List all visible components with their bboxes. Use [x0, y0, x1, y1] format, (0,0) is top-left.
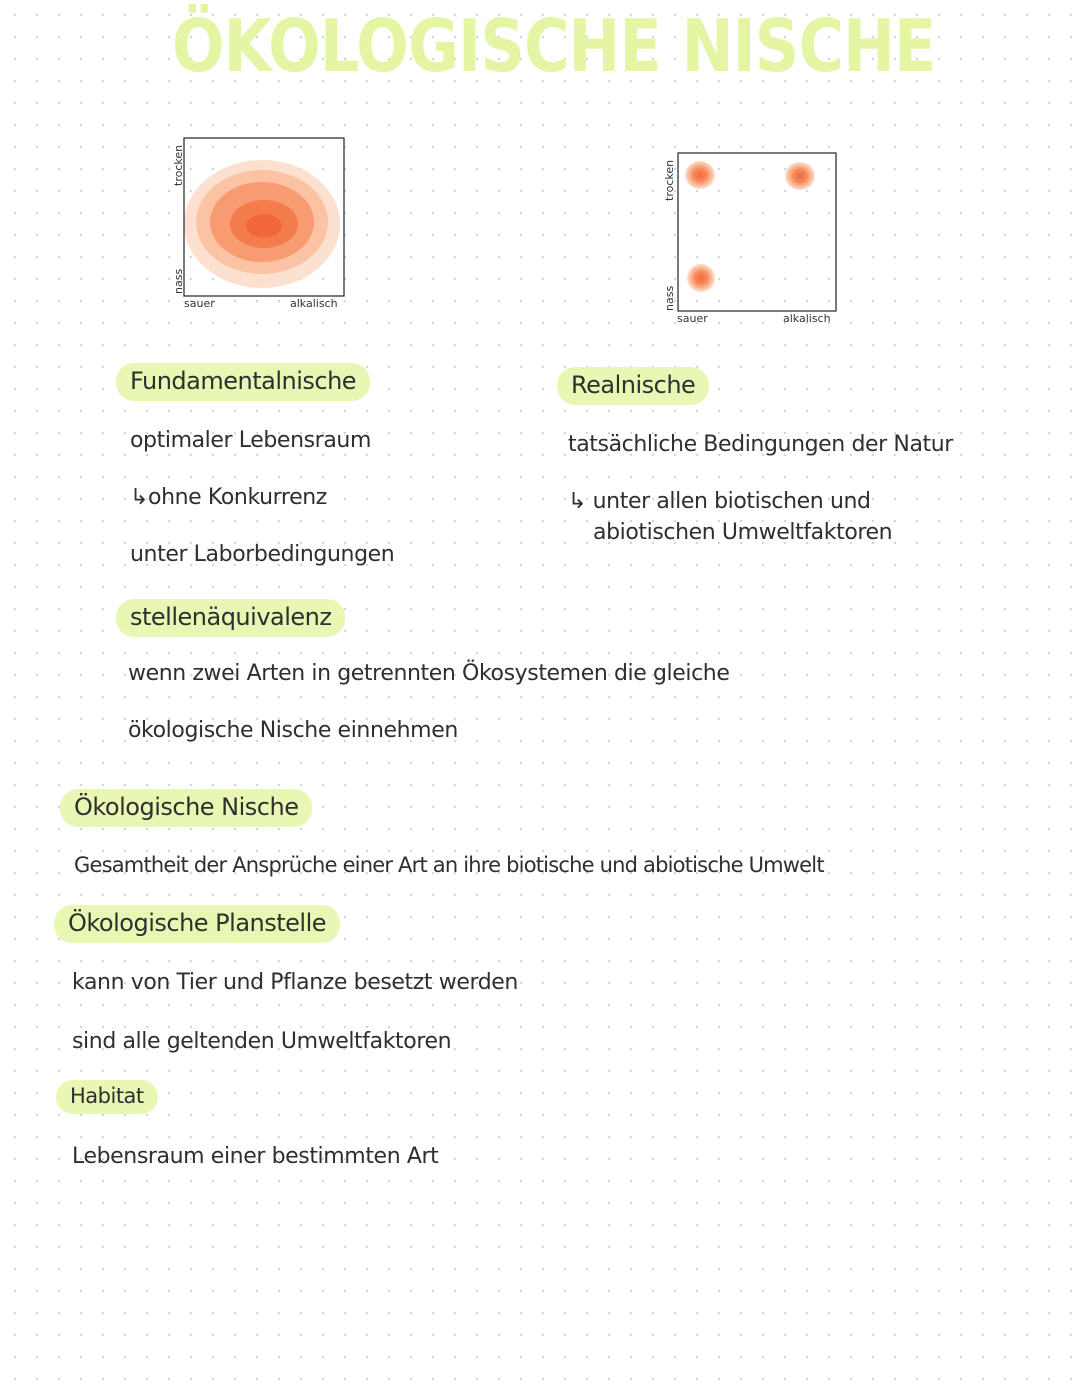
planstelle-heading: Ökologische Planstelle: [54, 905, 340, 943]
fundamental-line-3: unter Laborbedingungen: [130, 542, 395, 567]
stellenaequivalenz-heading: stellenäquivalenz: [116, 599, 345, 637]
x-axis-right-label: alkalisch: [783, 312, 831, 325]
stellenaequivalenz-line-1: wenn zwei Arten in getrennten Ökosystemen die gleiche: [128, 661, 730, 686]
x-axis-left-label: sauer: [677, 312, 708, 325]
real-line-2: ↳ unter allen biotischen und: [568, 489, 871, 514]
fundamental-niche-plot: [160, 130, 360, 315]
oekologische-nische-heading: Ökologische Nische: [60, 789, 312, 827]
fundamental-line-1: optimaler Lebensraum: [130, 428, 371, 453]
real-line-3: abiotischen Umweltfaktoren: [593, 520, 893, 545]
fundamental-niche-heading: Fundamentalnische: [116, 363, 370, 401]
y-axis-top-label: trocken: [172, 144, 185, 186]
y-axis-bottom-label: nass: [172, 268, 185, 294]
x-axis-left-label: sauer: [184, 297, 215, 310]
x-axis-right-label: alkalisch: [290, 297, 338, 310]
niche-spot-wet-acid: [687, 264, 715, 292]
real-niche-diagram: [655, 145, 855, 330]
real-niche-heading: Realnische: [557, 367, 709, 405]
planstelle-line-1: kann von Tier und Pflanze besetzt werden: [72, 970, 518, 995]
fundamental-niche-diagram: [160, 130, 360, 315]
oekologische-nische-line-1: Gesamtheit der Ansprüche einer Art an ihre biotische und abiotische Umwelt: [74, 853, 824, 877]
y-axis-top-label: trocken: [663, 159, 676, 201]
real-line-1: tatsächliche Bedingungen der Natur: [568, 432, 953, 457]
niche-spot-dry-alkaline: [785, 162, 815, 190]
stellenaequivalenz-line-2: ökologische Nische einnehmen: [128, 718, 458, 743]
niche-spot-dry-acid: [685, 161, 715, 189]
planstelle-line-2: sind alle geltenden Umweltfaktoren: [72, 1029, 452, 1054]
real-niche-plot: [655, 145, 855, 330]
niche-core: [246, 214, 282, 238]
habitat-heading: Habitat: [56, 1080, 158, 1114]
fundamental-line-2: ↳ohne Konkurrenz: [130, 485, 327, 510]
page-title: ÖKOLOGISCHE NISCHE: [172, 4, 936, 88]
habitat-line-1: Lebensraum einer bestimmten Art: [72, 1144, 439, 1169]
y-axis-bottom-label: nass: [663, 285, 676, 311]
